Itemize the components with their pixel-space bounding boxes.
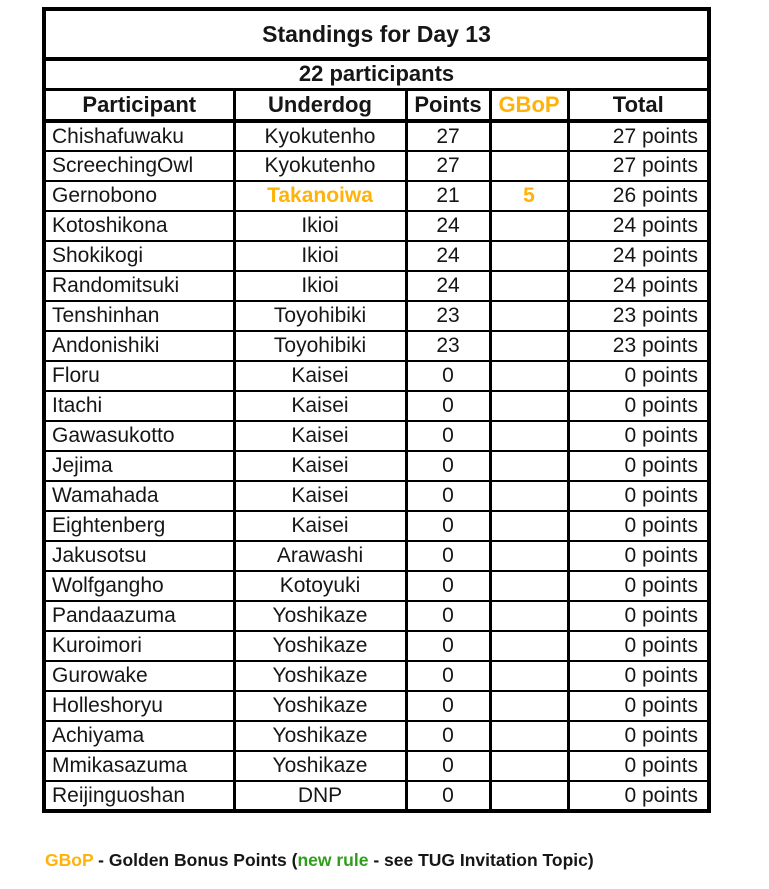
table-row (44, 721, 709, 751)
table-row (44, 661, 709, 691)
total-cell: 23 points (568, 331, 709, 361)
points-cell: 24 (406, 241, 490, 271)
underdog-cell: Yoshikaze (234, 691, 406, 721)
total-cell: 24 points (568, 271, 709, 301)
gbop-cell (490, 151, 568, 181)
table-row (44, 331, 709, 361)
underdog-cell: Kaisei (234, 481, 406, 511)
table-row (44, 271, 709, 301)
gbop-cell (490, 601, 568, 631)
gbop-cell (490, 721, 568, 751)
gbop-cell (490, 211, 568, 241)
gbop-cell (490, 541, 568, 571)
points-cell: 27 (406, 151, 490, 181)
table-row (44, 181, 709, 211)
underdog-cell: Yoshikaze (234, 721, 406, 751)
points-cell: 0 (406, 601, 490, 631)
gbop-cell (490, 511, 568, 541)
gbop-legend (45, 850, 594, 871)
points-cell: 0 (406, 751, 490, 781)
underdog-cell: Kotoyuki (234, 571, 406, 601)
table-row (44, 121, 709, 151)
underdog-cell: Kaisei (234, 391, 406, 421)
total-cell: 0 points (568, 511, 709, 541)
table-row (44, 511, 709, 541)
participant-cell: Reijinguoshan (44, 781, 234, 811)
participant-cell: Kotoshikona (44, 211, 234, 241)
underdog-cell: Kaisei (234, 421, 406, 451)
table-row (44, 421, 709, 451)
column-header-gbop: GBoP (490, 89, 568, 121)
subtitle-row (44, 59, 709, 89)
underdog-cell: Arawashi (234, 541, 406, 571)
total-cell: 0 points (568, 481, 709, 511)
legend-gbop-term: GBoP (45, 850, 94, 870)
table-row (44, 211, 709, 241)
total-cell: 23 points (568, 301, 709, 331)
total-cell: 24 points (568, 241, 709, 271)
table-row (44, 361, 709, 391)
underdog-cell: DNP (234, 781, 406, 811)
total-cell: 0 points (568, 391, 709, 421)
gbop-cell: 5 (490, 181, 568, 211)
column-header-points: Points (406, 89, 490, 121)
table-row (44, 151, 709, 181)
participant-cell: Gernobono (44, 181, 234, 211)
gbop-cell (490, 361, 568, 391)
underdog-cell: Ikioi (234, 271, 406, 301)
table-row (44, 481, 709, 511)
gbop-cell (490, 241, 568, 271)
table-row (44, 541, 709, 571)
column-header-underdog: Underdog (234, 89, 406, 121)
participant-cell: Shokikogi (44, 241, 234, 271)
underdog-cell: Ikioi (234, 211, 406, 241)
total-cell: 0 points (568, 451, 709, 481)
points-cell: 24 (406, 271, 490, 301)
underdog-cell: Kaisei (234, 361, 406, 391)
gbop-cell (490, 391, 568, 421)
column-header-total: Total (568, 89, 709, 121)
underdog-cell: Yoshikaze (234, 751, 406, 781)
participant-cell: Eightenberg (44, 511, 234, 541)
participant-cell: Itachi (44, 391, 234, 421)
points-cell: 0 (406, 781, 490, 811)
points-cell: 0 (406, 691, 490, 721)
participant-cell: Wolfgangho (44, 571, 234, 601)
legend-text-1: - Golden Bonus Points ( (93, 850, 298, 870)
participant-cell: Gawasukotto (44, 421, 234, 451)
standings-table (42, 7, 711, 813)
underdog-cell: Toyohibiki (234, 331, 406, 361)
total-cell: 0 points (568, 661, 709, 691)
table-row (44, 751, 709, 781)
underdog-cell: Kaisei (234, 511, 406, 541)
total-cell: 24 points (568, 211, 709, 241)
participant-cell: Achiyama (44, 721, 234, 751)
total-cell: 0 points (568, 541, 709, 571)
total-cell: 27 points (568, 151, 709, 181)
underdog-cell: Kaisei (234, 451, 406, 481)
points-cell: 23 (406, 301, 490, 331)
gbop-cell (490, 661, 568, 691)
points-cell: 0 (406, 451, 490, 481)
table-row (44, 301, 709, 331)
underdog-cell: Kyokutenho (234, 121, 406, 151)
points-cell: 23 (406, 331, 490, 361)
title-row (44, 9, 709, 59)
total-cell: 0 points (568, 781, 709, 811)
participant-cell: Wamahada (44, 481, 234, 511)
gbop-cell (490, 301, 568, 331)
gbop-cell (490, 121, 568, 151)
points-cell: 0 (406, 661, 490, 691)
total-cell: 0 points (568, 421, 709, 451)
total-cell: 0 points (568, 601, 709, 631)
legend-text-2: - see TUG Invitation Topic) (368, 850, 594, 870)
points-cell: 0 (406, 541, 490, 571)
gbop-cell (490, 481, 568, 511)
points-cell: 27 (406, 121, 490, 151)
participant-cell: Chishafuwaku (44, 121, 234, 151)
table-row (44, 781, 709, 811)
table-row (44, 571, 709, 601)
participant-cell: Tenshinhan (44, 301, 234, 331)
underdog-cell: Ikioi (234, 241, 406, 271)
participant-cell: Floru (44, 361, 234, 391)
underdog-cell: Toyohibiki (234, 301, 406, 331)
total-cell: 0 points (568, 691, 709, 721)
total-cell: 27 points (568, 121, 709, 151)
gbop-cell (490, 451, 568, 481)
table-row (44, 631, 709, 661)
points-cell: 0 (406, 631, 490, 661)
participant-cell: Gurowake (44, 661, 234, 691)
participant-cell: Jakusotsu (44, 541, 234, 571)
table-row (44, 451, 709, 481)
gbop-cell (490, 271, 568, 301)
participant-cell: Holleshoryu (44, 691, 234, 721)
standings-body (44, 121, 709, 811)
gbop-cell (490, 781, 568, 811)
underdog-cell: Yoshikaze (234, 631, 406, 661)
points-cell: 0 (406, 481, 490, 511)
points-cell: 0 (406, 391, 490, 421)
points-cell: 21 (406, 181, 490, 211)
total-cell: 0 points (568, 571, 709, 601)
total-cell: 0 points (568, 751, 709, 781)
participant-cell: Mmikasazuma (44, 751, 234, 781)
points-cell: 0 (406, 721, 490, 751)
participant-cell: Kuroimori (44, 631, 234, 661)
gbop-cell (490, 751, 568, 781)
gbop-cell (490, 631, 568, 661)
gbop-cell (490, 571, 568, 601)
column-header-participant: Participant (44, 89, 234, 121)
underdog-cell: Yoshikaze (234, 601, 406, 631)
total-cell: 0 points (568, 631, 709, 661)
table-row (44, 391, 709, 421)
underdog-cell: Kyokutenho (234, 151, 406, 181)
participant-cell: Jejima (44, 451, 234, 481)
underdog-cell: Takanoiwa (234, 181, 406, 211)
total-cell: 0 points (568, 721, 709, 751)
page-title: Standings for Day 13 (44, 9, 709, 59)
participant-cell: Pandaazuma (44, 601, 234, 631)
table-row (44, 691, 709, 721)
points-cell: 0 (406, 421, 490, 451)
gbop-cell (490, 691, 568, 721)
participants-count: 22 participants (44, 59, 709, 89)
participant-cell: ScreechingOwl (44, 151, 234, 181)
participant-cell: Randomitsuki (44, 271, 234, 301)
gbop-cell (490, 421, 568, 451)
table-row (44, 601, 709, 631)
points-cell: 24 (406, 211, 490, 241)
total-cell: 0 points (568, 361, 709, 391)
points-cell: 0 (406, 361, 490, 391)
gbop-cell (490, 331, 568, 361)
participant-cell: Andonishiki (44, 331, 234, 361)
underdog-cell: Yoshikaze (234, 661, 406, 691)
legend-new-rule: new rule (297, 850, 369, 870)
total-cell: 26 points (568, 181, 709, 211)
column-header-row (44, 89, 709, 121)
table-row (44, 241, 709, 271)
points-cell: 0 (406, 511, 490, 541)
points-cell: 0 (406, 571, 490, 601)
